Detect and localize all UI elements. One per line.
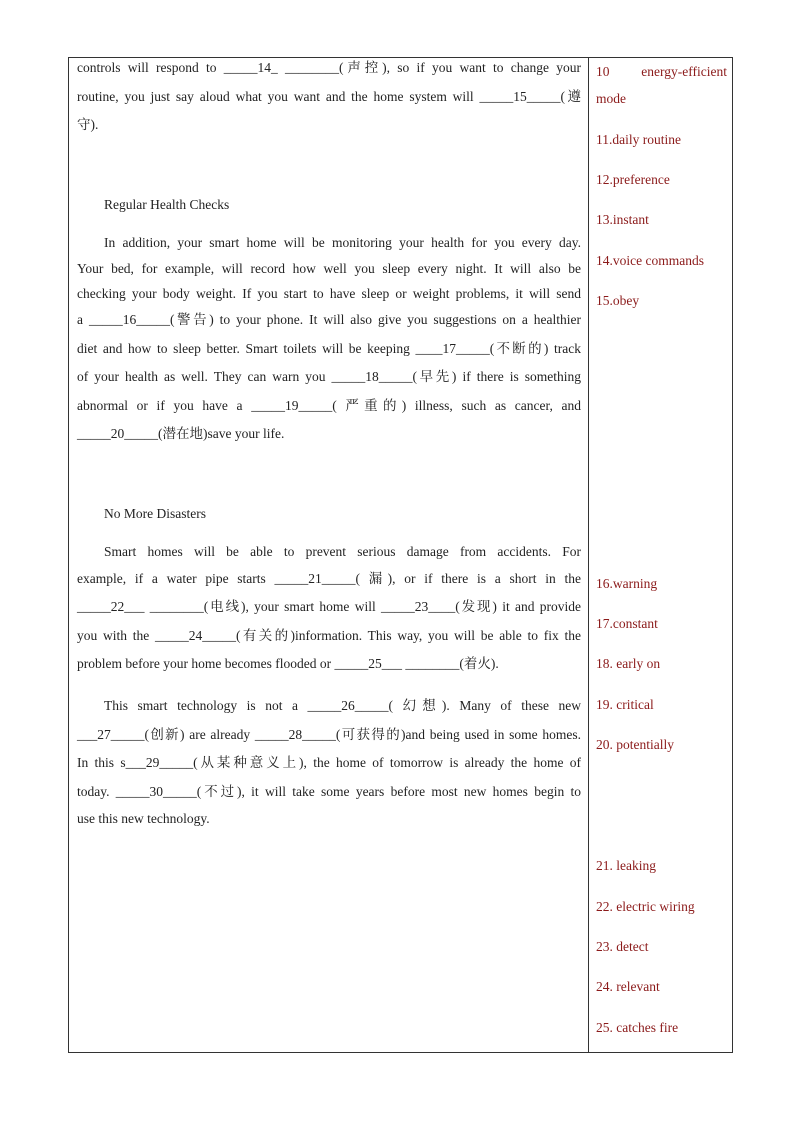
- passage-line: abnormal or if you have a _____19_____( 严重的) illness, such as cancer, and: [77, 398, 581, 413]
- answer-item: 18. early on: [596, 656, 661, 671]
- passage-line: In this s___29_____(从某种意义上), the home of tomorrow is already the home of: [77, 755, 581, 770]
- passage-line: checking your body weight. If you start to have sleep or weight problems, it will send: [77, 286, 581, 301]
- answer-item: 23. detect: [596, 939, 649, 954]
- answer-item: 21. leaking: [596, 858, 656, 873]
- answer-item: 24. relevant: [596, 979, 660, 994]
- passage-line: a _____16_____(警告) to your phone. It will also give you suggestions on a healthier: [77, 312, 581, 327]
- passage-line: problem before your home becomes flooded or _____25___ ________(着火).: [77, 656, 499, 671]
- passage-line: This smart technology is not a _____26_____( 幻想). Many of these new: [104, 698, 581, 713]
- passage-line: routine, you just say aloud what you want and the home system will _____15_____(遵: [77, 89, 581, 104]
- answer-item: 25. catches fire: [596, 1020, 679, 1035]
- passage-line: diet and how to sleep better. Smart toilets will be keeping ____17_____(不断的) track: [77, 341, 581, 356]
- passage-line: example, if a water pipe starts _____21_____( 漏), or if there is a short in the: [77, 571, 581, 586]
- passage-line: of your health as well. They can warn you _____18_____(早先) if there is something: [77, 369, 581, 384]
- passage-line: _____20_____(潜在地)save your life.: [77, 426, 285, 441]
- answer-item: 20. potentially: [596, 737, 674, 752]
- answer-item: 22. electric wiring: [596, 899, 695, 914]
- section-heading: Regular Health Checks: [104, 197, 230, 212]
- passage-line: you with the _____24_____(有关的)information. This way, you will be able to fix the: [77, 628, 581, 643]
- answer-item: 15.obey: [596, 293, 640, 308]
- answer-item: 19. critical: [596, 697, 654, 712]
- answer-item: mode: [596, 91, 626, 106]
- answer-item: 10 energy-efficient: [596, 64, 727, 79]
- answer-item: 12.preference: [596, 172, 670, 187]
- answer-item: 17.constant: [596, 616, 658, 631]
- column-divider: [588, 58, 589, 1052]
- passage-line: 守).: [77, 117, 99, 132]
- passage-line: Your bed, for example, will record how well you sleep every night. It will also be: [77, 261, 581, 276]
- passage-line: In addition, your smart home will be monitoring your health for you every day.: [104, 235, 581, 250]
- passage-line: controls will respond to _____14_ ________(声控), so if you want to change your: [77, 60, 581, 75]
- section-heading: No More Disasters: [104, 506, 206, 521]
- answer-item: 13.instant: [596, 212, 649, 227]
- answer-item: 14.voice commands: [596, 253, 704, 268]
- worksheet-table: [68, 57, 733, 1053]
- passage-line: _____22___ ________(电线), your smart home will _____23____(发现) it and provide: [77, 599, 581, 614]
- answer-item: 16.warning: [596, 576, 658, 591]
- passage-line: Smart homes will be able to prevent serious damage from accidents. For: [104, 544, 581, 559]
- answer-item: 11.daily routine: [596, 132, 681, 147]
- passage-line: today. _____30_____(不过), it will take some years before most new homes begin to: [77, 784, 581, 799]
- passage-line: use this new technology.: [77, 811, 210, 826]
- passage-line: ___27_____(创新) are already _____28_____(可获得的)and being used in some homes.: [77, 727, 581, 742]
